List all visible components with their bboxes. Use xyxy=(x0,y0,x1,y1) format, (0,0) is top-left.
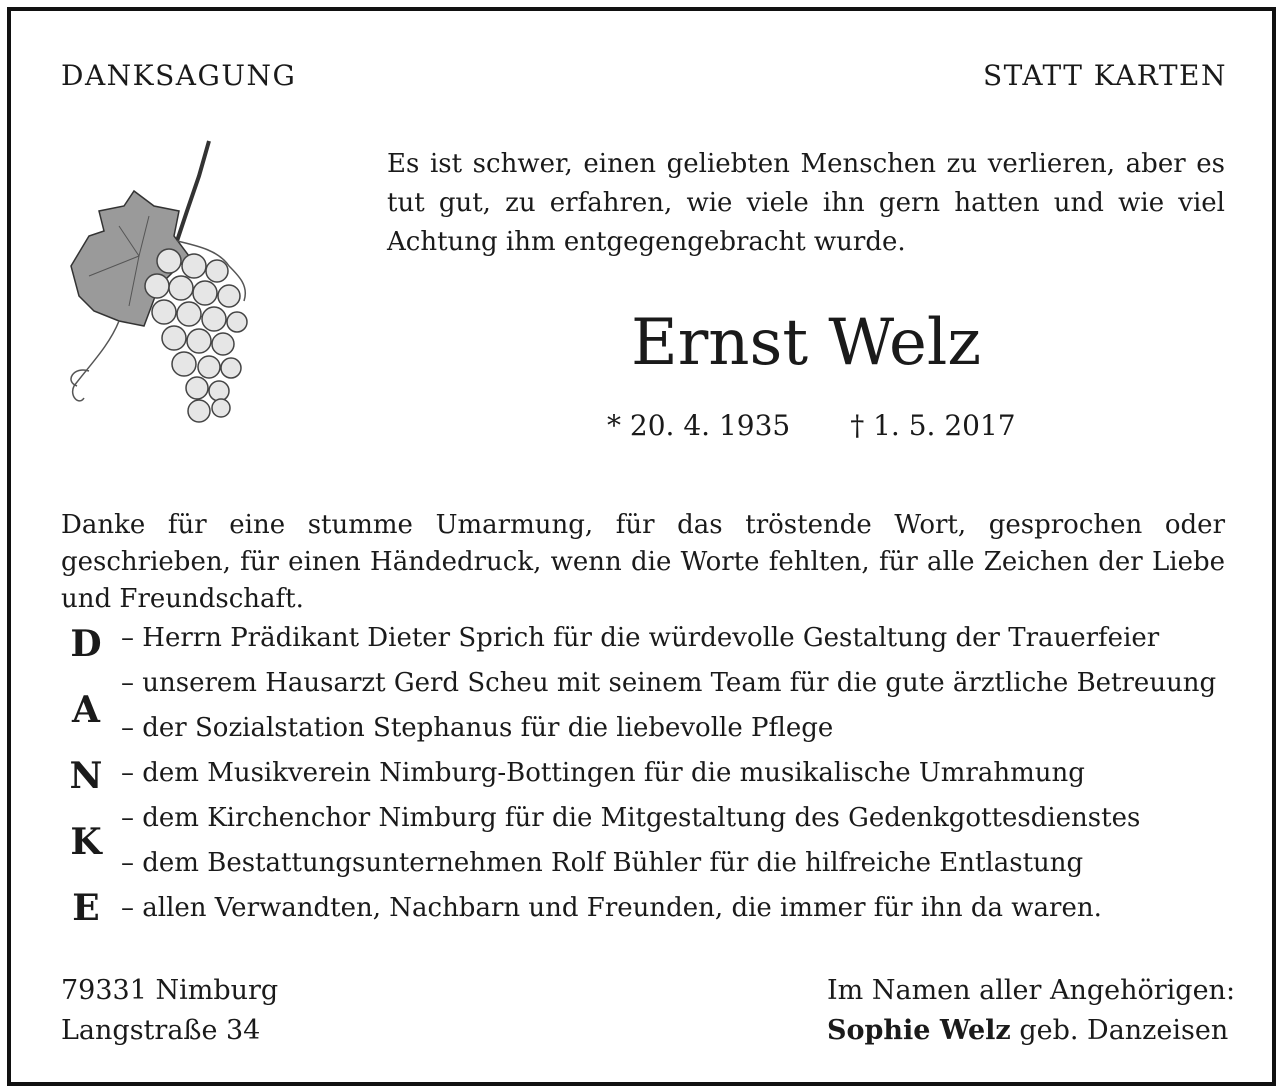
signature-line xyxy=(827,1011,1235,1051)
thanks-item: – der Sozialstation Stephanus für die liebevolle Pflege xyxy=(121,713,834,743)
danke-letter: D xyxy=(70,623,102,665)
obituary-card xyxy=(7,7,1276,1086)
signature-name: Sophie Welz xyxy=(827,1015,1011,1046)
signature-intro: Im Namen aller Angehörigen: xyxy=(827,975,1236,1006)
danke-letter: A xyxy=(72,689,100,731)
thanks-item: – Herrn Prädikant Dieter Sprich für die würdevolle Gestaltung der Trauerfeier xyxy=(121,623,1160,653)
signature-block xyxy=(827,971,1235,1051)
thanks-text: Danke für eine stumme Umarmung, für das tröstende Wort, gesprochen oder geschrieben, für einen Händedruck, wenn die Worte fehlten, für alle Zeichen der Liebe und Freundschaft. xyxy=(61,510,1225,614)
danke-letter: K xyxy=(70,821,102,863)
thanks-item: – dem Bestattungsunternehmen Rolf Bühler für die hilfreiche Entlastung xyxy=(121,848,1084,878)
deceased-name: Ernst Welz xyxy=(630,306,982,380)
birth-date: * 20. 4. 1935 xyxy=(607,409,791,442)
thanks-item: – dem Musikverein Nimburg-Bottingen für die musikalische Umrahmung xyxy=(121,758,1085,788)
thanks-item: – dem Kirchenchor Nimburg für die Mitgestaltung des Gedenkgottesdienstes xyxy=(121,803,1141,833)
address-line-1: 79331 Nimburg xyxy=(61,975,279,1006)
signature-suffix: geb. Danzeisen xyxy=(1010,1015,1229,1046)
danke-letter: N xyxy=(69,755,103,797)
thanks-list xyxy=(121,616,1216,931)
thanks-item: – allen Verwandten, Nachbarn und Freunden, die immer für ihn da waren. xyxy=(121,893,1102,923)
life-dates xyxy=(607,409,1016,442)
header-statt-karten: STATT KARTEN xyxy=(983,59,1227,92)
grape-vine-icon xyxy=(59,136,269,431)
intro-text: Es ist schwer, einen geliebten Menschen zu verlieren, aber es tut gut, zu erfahren, wie viele ihn gern hatten und wie viel Achtung ihm entgegengebracht wurde. xyxy=(387,149,1225,257)
danke-acrostic xyxy=(66,611,106,941)
death-date: † 1. 5. 2017 xyxy=(850,409,1016,442)
address-line-2: Langstraße 34 xyxy=(61,1015,261,1046)
address-block xyxy=(61,971,278,1051)
header-danksagung: DANKSAGUNG xyxy=(61,59,297,92)
thanks-item: – unserem Hausarzt Gerd Scheu mit seinem Team für die gute ärztliche Betreuung xyxy=(121,668,1217,698)
danke-letter: E xyxy=(72,887,100,929)
